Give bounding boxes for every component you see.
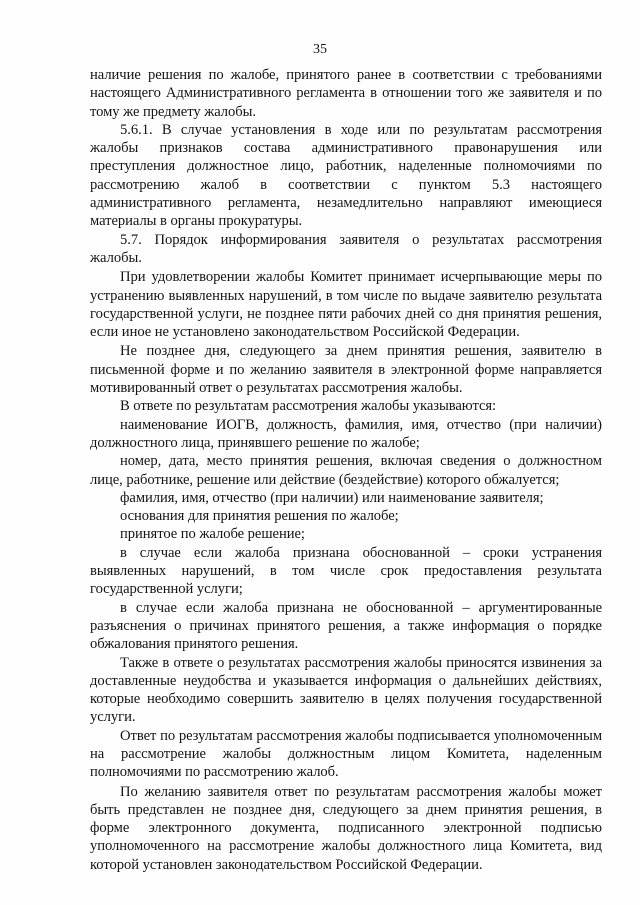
page-number: 35 <box>313 42 327 57</box>
paragraph: Не позднее дня, следующего за днем принятия решения, заявителю в письменной форме и по желанию заявителя в электронной форме направляется мотивированный ответ о результатах рассмотрения жалобы. <box>90 343 602 397</box>
list-item: наименование ИОГВ, должность, фамилия, имя, отчество (при наличии) должностного лица, принявшего решение по жалобе; <box>90 416 602 451</box>
list-item: в случае если жалоба признана не обоснованной – аргументированные разъяснения о причинах принятого решения, а также информация о порядке обжалования принятого решения. <box>90 599 602 653</box>
list-item: основания для принятия решения по жалобе; <box>120 508 399 525</box>
list-item: в случае если жалоба признана обоснованной – сроки устранения выявленных нарушений, в том числе срок предоставления результата государственной услуги; <box>90 544 602 598</box>
paragraph-continuation: наличие решения по жалобе, принятого ранее в соответствии с требованиями настоящего Административного регламента в отношении того же заявителя и по тому же предмету жалобы. <box>90 67 602 120</box>
paragraph: Ответ по результатам рассмотрения жалобы подписывается уполномоченным на рассмотрение жалобы должностным лицом Комитета, наделенным полномочиями по рассмотрению жалоб. <box>90 727 602 781</box>
list-item: фамилия, имя, отчество (при наличии) или наименование заявителя; <box>120 489 544 506</box>
paragraph: По желанию заявителя ответ по результатам рассмотрения жалобы может быть представлен не позднее дня, следующего за днем принятия решения, в форме электронного документа, подписанного электронной подписью уполномоченного на рассмотрение жалобы должностного лица Комитета, вид которой установлен законодательством Российской Федерации. <box>90 783 602 873</box>
paragraph-5-7-heading: 5.7. Порядок информирования заявителя о результатах рассмотрения жалобы. <box>90 231 602 266</box>
list-item: принятое по жалобе решение; <box>120 526 305 543</box>
document-body <box>90 66 602 874</box>
paragraph: В ответе по результатам рассмотрения жалобы указываются: <box>120 398 497 415</box>
paragraph: Также в ответе о результатах рассмотрения жалобы приносятся извинения за доставленные неудобства и указывается информация о дальнейших действиях, которые необходимо совершить заявителю в целях получения государственной услуги. <box>90 654 602 726</box>
paragraph: При удовлетворении жалобы Комитет принимает исчерпывающие меры по устранению выявленных нарушений, в том числе по выдаче заявителю результата государственной услуги, не позднее пяти рабочих дней со дня принятия решения, если иное не установлено законодательством Российской Федерации. <box>90 269 602 341</box>
paragraph-5-6-1: 5.6.1. В случае установления в ходе или по результатам рассмотрения жалобы признаков состава административного правонарушения или преступления должностное лицо, работник, наделенные полномочиями по рассмотрению жалоб в соответствии с пунктом 5.3 настоящего административного регламента, незамедлительно направляют имеющиеся материалы в органы прокуратуры. <box>90 121 602 230</box>
list-item: номер, дата, место принятия решения, включая сведения о должностном лице, работнике, решение или действие (бездействие) которого обжалуется; <box>90 453 602 488</box>
